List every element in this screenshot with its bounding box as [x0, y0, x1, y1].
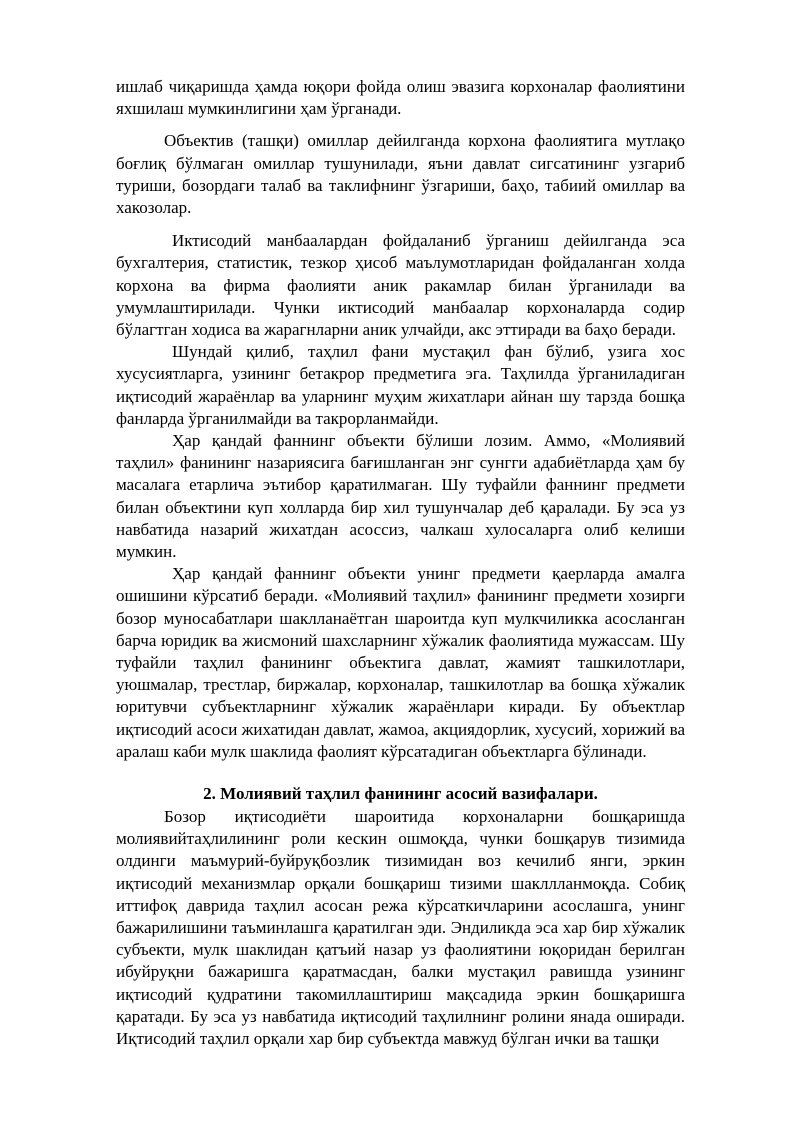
paragraph-object-shows: Ҳар қандай фаннинг объекти унинг предмети қаерларда амалга ошишини кўрсатиб беради. «Молиявий таҳлил» фанининг предмети хозирги бозор муносабатлари шаклланаётган шароитда куп мулкчиликка асосланган барча юридик ва жисмоний шахсларнинг хўжалик фаолиятида мужассам. Шу туфайли таҳлил фанининг объектига давлат, жамият ташкилотлари, уюшмалар, трестлар, биржалар, корхоналар, ташкилотлар ва бошқа хўжалик юритувчи субъектларнинг хўжалик жараёнлари киради. Бу объектлар иқтисодий асоси жихатидан давлат, жамоа, акциядорлик, хусусий, хорижий ва аралаш каби мулк шаклида фаолият кўрсатадиган объектларга бўлинади.	[116, 564, 685, 761]
paragraph-analysis-subject: Шундай қилиб, таҳлил фани мустақил фан бўлиб, узига хос хусусиятларга, узининг бетакрор предметига эга. Таҳлилда ўрганиладиган иқтисодий жараёнлар ва уларнинг муҳим жихатлари айнан шу тарзда бошқа фанларда ўрганилмайди ва такрорланмайди.	[116, 342, 685, 428]
section-heading: 2. Молиявий таҳлил фанининг асосий вазифалари.	[203, 784, 598, 803]
paragraph-economic-sources: Иктисодий манбаалардан фойдаланиб ўрганиш дейилганда эса бухгалтерия, статистик, тезкор ҳисоб маълумотларидан фойдаланган холда корхона ва фирма фаолияти аник ракамлар билан ўрганилади ва умумлаштирилади. Чунки иктисодий манбаалар корхоналарда содир бўлагтган ходиса ва жарагнларни аник улчайди, акс эттиради ва баҳо беради.	[116, 231, 685, 340]
paragraph-market-economy: Бозор иқтисодиёти шароитида корхоналарни бошқаришда молиявийтаҳлилининг роли кескин ошмоқда, чунки бошқарув тизимида олдинги маъмурий-буйруқбозлик тизимидан воз кечилиб янги, эркин иқтисодий механизмлар орқали бошқариш тизими шакллланмоқда. Собиқ иттифоқ даврида таҳлил асосан режа кўрсаткичларини асослашга, унинг бажарилишини таъминлашга қаратилган эди. Эндиликда эса хар бир хўжалик субъекти, мулк шаклидан қатъий назар уз фаолиятини юқоридан берилган ибуйруқни бажаришга қаратмасдан, балки мустақил равишда узининг иқтисодий қудратини такомиллаштириш мақсадида эркин бошқаришга қаратади. Бу эса уз навбатида иқтисодий таҳлилнинг ролини янада оширади. Иқтисодий таҳлил орқали хар бир субъектда мавжуд бўлган ички ва ташқи	[116, 807, 685, 1049]
paragraph-object-of-science: Ҳар қандай фаннинг объекти бўлиши лозим. Аммо, «Молиявий таҳлил» фанининг назариясига бағишланган энг сунгги адабиётларда ҳам бу масалага етарлича эътибор қаратилмаган. Шу туфайли фаннинг предмети билан объектини куп холларда бир хил тушунчалар деб қаралади. Бу эса уз навбатида назарий жихатдан асоссиз, чалкаш хулосаларга олиб келиши мумкин.	[116, 431, 685, 562]
body-text-top	[116, 76, 685, 763]
paragraph-objective-factors: Объектив (ташқи) омиллар дейилганда корхона фаолиятига мутлақо боғлиқ бўлмаган омиллар тушунилади, яъни давлат сигсатининг узгариб туриши, бозордаги талаб ва таклифнинг ўзгариши, баҳо, табиий омиллар ва хакозолар.	[116, 131, 685, 218]
body-text-bottom	[116, 806, 685, 1050]
paragraph-continuation: ишлаб чиқаришда ҳамда юқори фойда олиш эвазига корхоналар фаолиятини яхшилаш мумкинлигини ҳам ўрганади.	[116, 77, 685, 119]
